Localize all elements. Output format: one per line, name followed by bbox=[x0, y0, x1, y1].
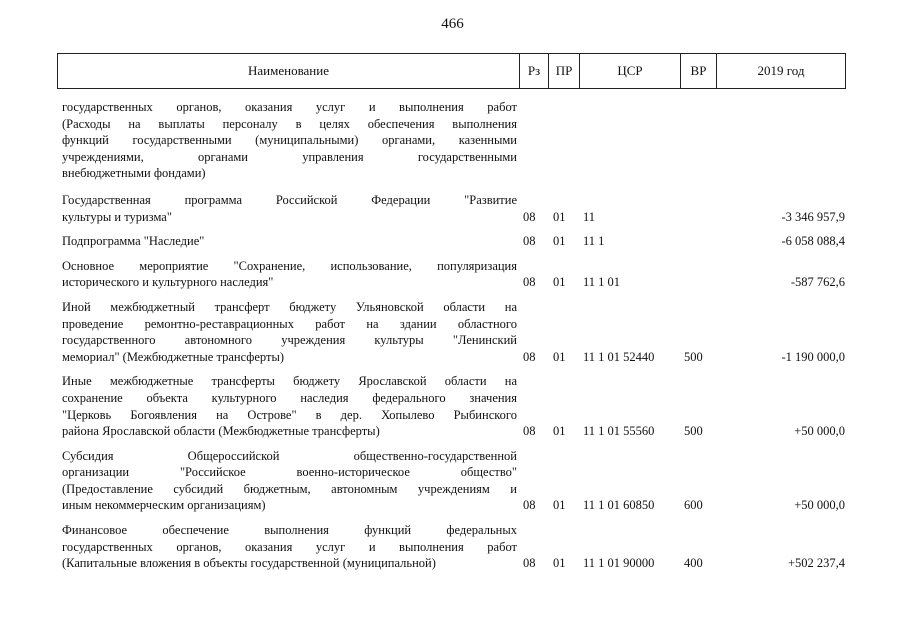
row-rz: 08 bbox=[523, 498, 536, 513]
row-name-line: Субсидия Общероссийской общественно-государственной bbox=[62, 448, 517, 463]
row-pr: 01 bbox=[553, 275, 566, 290]
row-rz: 08 bbox=[523, 349, 536, 364]
row-csr: 11 1 01 60850 bbox=[583, 498, 655, 513]
table-body bbox=[0, 99, 905, 580]
row-name-line: (Предоставление субсидий бюджетным, автономным учреждениям и bbox=[62, 481, 517, 496]
row-vr: 600 bbox=[684, 498, 703, 513]
row-name-line: "Церковь Богоявления на Острове" в дер. Хопылево Рыбинского bbox=[62, 407, 517, 422]
row-pr: 01 bbox=[553, 349, 566, 364]
row-rz: 08 bbox=[523, 275, 536, 290]
table-row bbox=[0, 373, 905, 439]
row-sum: -3 346 957,9 bbox=[781, 209, 845, 224]
header-pr: ПР bbox=[549, 54, 580, 88]
header-name: Наименование bbox=[58, 54, 520, 88]
table-row bbox=[0, 258, 905, 291]
page-number: 466 bbox=[441, 16, 464, 32]
row-name-line: культуры и туризма" bbox=[62, 209, 172, 224]
row-name-line: организации "Российское военно-историческое общество" bbox=[62, 465, 517, 480]
row-name-line: Государственная программа Российской Федерации "Развитие bbox=[62, 192, 517, 207]
row-codes bbox=[0, 233, 905, 250]
row-name-line: мемориал" (Межбюджетные трансферты) bbox=[62, 349, 285, 364]
table-row bbox=[0, 448, 905, 514]
row-codes bbox=[0, 349, 905, 366]
row-codes bbox=[0, 423, 905, 440]
row-sum: -1 190 000,0 bbox=[781, 349, 845, 364]
row-name-line: исторического и культурного наследия" bbox=[62, 275, 274, 290]
row-vr: 500 bbox=[684, 349, 703, 364]
row-pr: 01 bbox=[553, 209, 566, 224]
row-csr: 11 bbox=[583, 209, 596, 224]
table-row bbox=[0, 522, 905, 572]
header-rz: Рз bbox=[520, 54, 549, 88]
row-name-line: государственных органов, оказания услуг и выполнения работ bbox=[62, 100, 517, 114]
header-vr: ВР bbox=[681, 54, 717, 88]
row-pr: 01 bbox=[553, 234, 566, 249]
row-name-line: Иной межбюджетный трансферт бюджету Ульяновской области на bbox=[62, 299, 517, 314]
row-pr: 01 bbox=[553, 556, 566, 571]
row-rz: 08 bbox=[523, 234, 536, 249]
header-year: 2019 год bbox=[757, 63, 805, 78]
row-pr: 01 bbox=[553, 498, 566, 513]
row-name-line: учреждениями, органами управления государственными bbox=[62, 149, 517, 164]
row-name-line: внебюджетными фондами) bbox=[62, 166, 206, 181]
row-sum: +502 237,4 bbox=[787, 556, 845, 571]
row-codes bbox=[0, 274, 905, 291]
row-pr: 01 bbox=[553, 424, 566, 439]
row-name-line: Иные межбюджетные трансферты бюджету Ярославской области на bbox=[62, 374, 517, 389]
table-header bbox=[57, 53, 846, 89]
row-vr: 500 bbox=[684, 424, 703, 439]
row-name-line: иным некоммерческим организациям) bbox=[62, 498, 266, 513]
row-name-line: сохранение объекта культурного наследия федерального значения bbox=[62, 390, 517, 405]
row-name-line: района Ярославской области (Межбюджетные трансферты) bbox=[62, 424, 380, 439]
row-name-line: государственных органов, оказания услуг и выполнения работ bbox=[62, 539, 517, 554]
row-name-line: Подпрограмма "Наследие" bbox=[62, 234, 205, 249]
row-csr: 11 1 01 55560 bbox=[583, 424, 655, 439]
row-rz: 08 bbox=[523, 209, 536, 224]
row-name-line: Финансовое обеспечение выполнения функций федеральных bbox=[62, 523, 517, 538]
table-row bbox=[0, 192, 905, 225]
row-sum: -6 058 088,4 bbox=[781, 234, 845, 249]
row-codes bbox=[0, 209, 905, 226]
row-sum: -587 762,6 bbox=[790, 275, 845, 290]
table-row bbox=[0, 299, 905, 365]
row-codes bbox=[0, 165, 905, 182]
row-vr: 400 bbox=[684, 556, 703, 571]
table-row bbox=[0, 99, 905, 182]
row-csr: 11 1 01 90000 bbox=[583, 556, 655, 571]
row-name-line: (Расходы на выплаты персоналу в целях обеспечения выполнения bbox=[62, 116, 517, 131]
header-csr: ЦСР bbox=[580, 54, 681, 88]
row-sum: +50 000,0 bbox=[794, 498, 845, 513]
row-csr: 11 1 bbox=[583, 234, 605, 249]
row-csr: 11 1 01 52440 bbox=[583, 349, 655, 364]
row-codes bbox=[0, 497, 905, 514]
row-codes bbox=[0, 555, 905, 572]
row-rz: 08 bbox=[523, 424, 536, 439]
row-sum: +50 000,0 bbox=[794, 424, 845, 439]
row-name-line: функций государственными (муниципальными) органами, казенными bbox=[62, 133, 517, 148]
row-name-line: (Капитальные вложения в объекты государственной (муниципальной) bbox=[62, 556, 436, 571]
row-name-line: государственного автономного учреждения культуры "Ленинский bbox=[62, 333, 517, 348]
row-csr: 11 1 01 bbox=[583, 275, 621, 290]
row-name-line: проведение ремонтно-реставрационных работ на здании областного bbox=[62, 316, 517, 331]
table-row bbox=[0, 233, 905, 250]
row-name-line: Основное мероприятие "Сохранение, использование, популяризация bbox=[62, 258, 517, 273]
row-rz: 08 bbox=[523, 556, 536, 571]
